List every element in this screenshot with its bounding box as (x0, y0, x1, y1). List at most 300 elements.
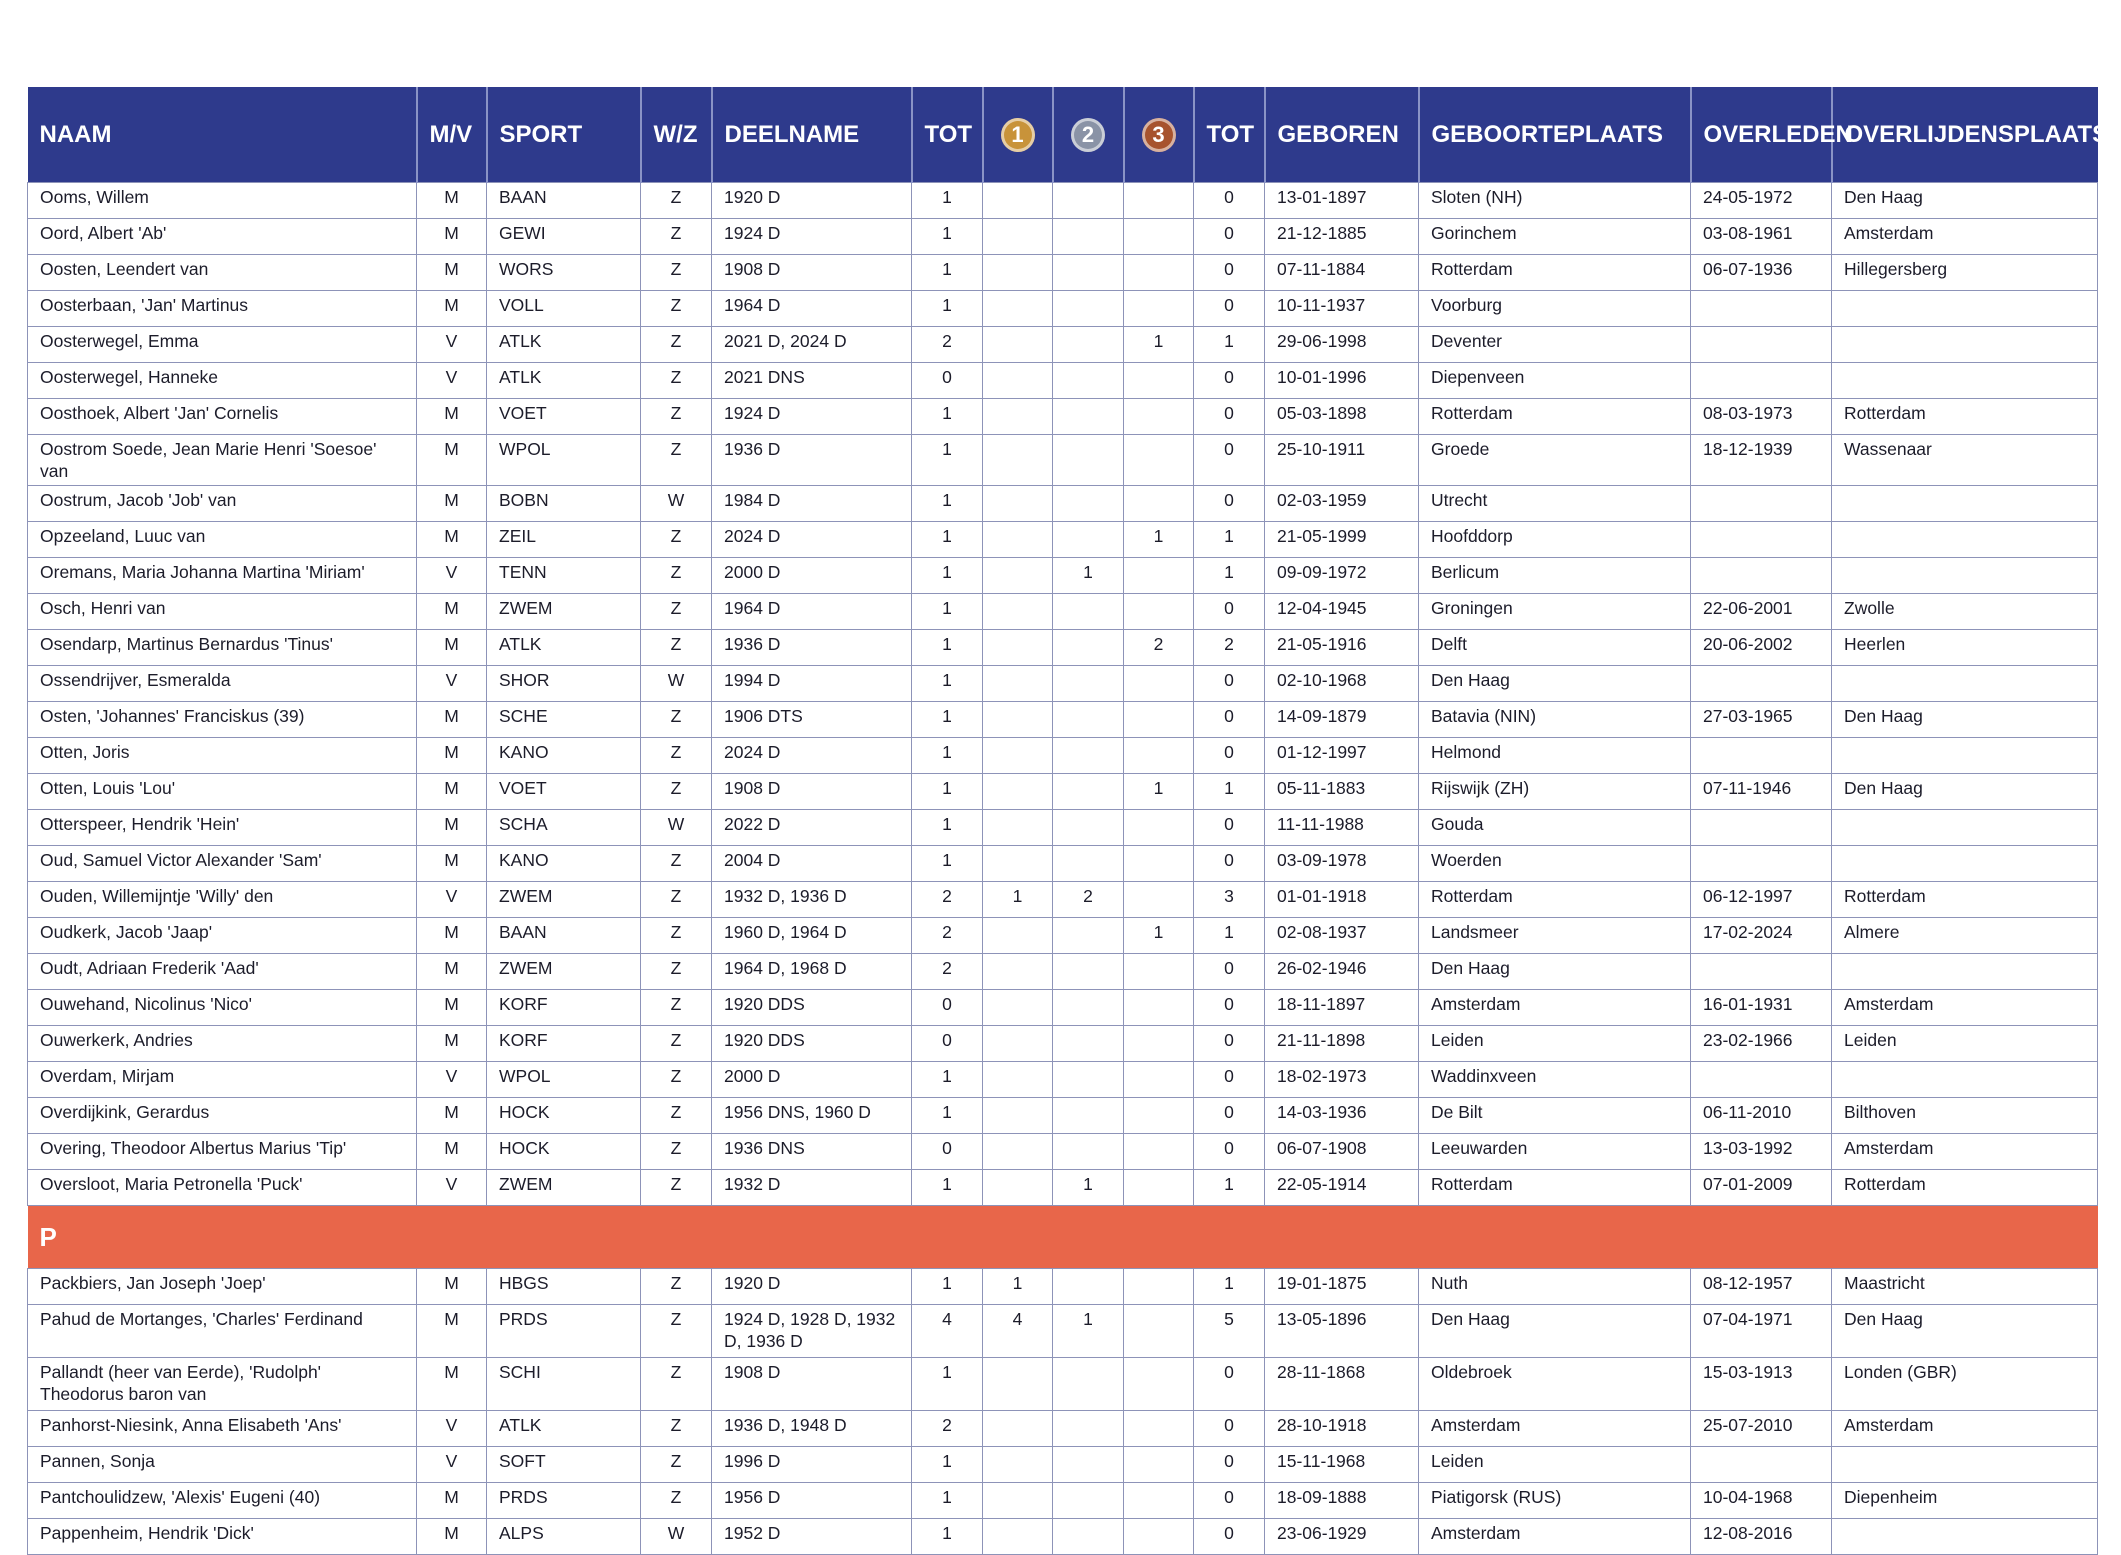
cell-gender: M (417, 219, 487, 255)
cell-death-date (1691, 954, 1832, 990)
cell-gender: V (417, 1447, 487, 1483)
cell-bronze-count: 1 (1124, 522, 1194, 558)
cell-death-date (1691, 1062, 1832, 1098)
cell-death-date: 08-12-1957 (1691, 1269, 1832, 1305)
cell-silver-count (1053, 255, 1124, 291)
cell-birth-date: 21-11-1898 (1265, 1026, 1419, 1062)
cell-death-date (1691, 738, 1832, 774)
cell-death-date: 08-03-1973 (1691, 399, 1832, 435)
cell-season: Z (641, 1098, 712, 1134)
table-row (28, 630, 2098, 666)
cell-death-place (1832, 1447, 2098, 1483)
cell-death-place (1832, 846, 2098, 882)
cell-birth-date: 11-11-1988 (1265, 810, 1419, 846)
cell-death-place (1832, 954, 2098, 990)
cell-silver-count (1053, 327, 1124, 363)
table-row (28, 1447, 2098, 1483)
cell-season: Z (641, 1305, 712, 1358)
cell-medal-total: 0 (1194, 666, 1265, 702)
cell-silver-count (1053, 1098, 1124, 1134)
table-row (28, 846, 2098, 882)
header-row (28, 87, 2098, 183)
cell-gold-count (983, 486, 1053, 522)
cell-gender: V (417, 1411, 487, 1447)
cell-gold-count (983, 435, 1053, 486)
cell-birthplace: Berlicum (1419, 558, 1691, 594)
cell-birth-date: 02-10-1968 (1265, 666, 1419, 702)
cell-birth-date: 03-09-1978 (1265, 846, 1419, 882)
cell-death-date: 27-03-1965 (1691, 702, 1832, 738)
cell-editions: 1932 D, 1936 D (712, 882, 912, 918)
cell-gold-count (983, 774, 1053, 810)
cell-season: Z (641, 1026, 712, 1062)
cell-editions: 1920 DDS (712, 1026, 912, 1062)
cell-silver-count (1053, 435, 1124, 486)
cell-silver-count (1053, 1483, 1124, 1519)
cell-death-place (1832, 327, 2098, 363)
cell-editions: 2021 DNS (712, 363, 912, 399)
cell-editions: 2000 D (712, 558, 912, 594)
cell-birthplace: Rotterdam (1419, 1170, 1691, 1206)
cell-gender: M (417, 522, 487, 558)
cell-name: Oostrum, Jacob 'Job' van (28, 486, 417, 522)
cell-death-date: 06-12-1997 (1691, 882, 1832, 918)
cell-birthplace: Rotterdam (1419, 399, 1691, 435)
cell-participations: 1 (912, 558, 983, 594)
cell-bronze-count: 1 (1124, 327, 1194, 363)
cell-gold-count: 1 (983, 1269, 1053, 1305)
bronze-medal-icon: 3 (1142, 118, 1176, 152)
cell-editions: 2021 D, 2024 D (712, 327, 912, 363)
cell-birthplace: Batavia (NIN) (1419, 702, 1691, 738)
cell-medal-total: 0 (1194, 1134, 1265, 1170)
cell-sport: WORS (487, 255, 641, 291)
table-row (28, 435, 2098, 486)
cell-death-date (1691, 327, 1832, 363)
cell-bronze-count (1124, 882, 1194, 918)
cell-medal-total: 0 (1194, 399, 1265, 435)
cell-season: Z (641, 558, 712, 594)
cell-gold-count (983, 1170, 1053, 1206)
cell-season: Z (641, 954, 712, 990)
cell-death-place: Den Haag (1832, 1305, 2098, 1358)
cell-participations: 0 (912, 990, 983, 1026)
cell-medal-total: 0 (1194, 990, 1265, 1026)
cell-death-place (1832, 666, 2098, 702)
cell-editions: 2024 D (712, 522, 912, 558)
cell-death-date (1691, 558, 1832, 594)
cell-gender: M (417, 1305, 487, 1358)
cell-gender: M (417, 435, 487, 486)
cell-editions: 1908 D (712, 774, 912, 810)
cell-participations: 1 (912, 219, 983, 255)
cell-birth-date: 15-11-1968 (1265, 1447, 1419, 1483)
cell-death-place: Amsterdam (1832, 219, 2098, 255)
cell-name: Osch, Henri van (28, 594, 417, 630)
cell-gender: M (417, 846, 487, 882)
cell-gender: M (417, 990, 487, 1026)
cell-gender: V (417, 1062, 487, 1098)
cell-editions: 1936 DNS (712, 1134, 912, 1170)
cell-gender: M (417, 183, 487, 219)
cell-editions: 1952 D (712, 1519, 912, 1555)
silver-medal-icon: 2 (1071, 118, 1105, 152)
cell-silver-count: 1 (1053, 558, 1124, 594)
cell-name: Oosterwegel, Hanneke (28, 363, 417, 399)
cell-gender: M (417, 1358, 487, 1411)
cell-sport: ATLK (487, 630, 641, 666)
cell-death-place (1832, 522, 2098, 558)
cell-sport: KORF (487, 1026, 641, 1062)
cell-birthplace: Utrecht (1419, 486, 1691, 522)
cell-gender: M (417, 702, 487, 738)
cell-gender: M (417, 918, 487, 954)
cell-birthplace: Leeuwarden (1419, 1134, 1691, 1170)
cell-name: Oostrom Soede, Jean Marie Henri 'Soesoe' van (28, 435, 417, 486)
cell-medal-total: 0 (1194, 738, 1265, 774)
cell-gender: M (417, 1026, 487, 1062)
cell-birth-date: 22-05-1914 (1265, 1170, 1419, 1206)
cell-death-date (1691, 846, 1832, 882)
col-mv: M/V (417, 87, 487, 183)
cell-season: W (641, 1519, 712, 1555)
cell-sport: SCHA (487, 810, 641, 846)
cell-birthplace: Waddinxveen (1419, 1062, 1691, 1098)
cell-birth-date: 01-01-1918 (1265, 882, 1419, 918)
cell-name: Pahud de Mortanges, 'Charles' Ferdinand (28, 1305, 417, 1358)
cell-bronze-count (1124, 954, 1194, 990)
table-row (28, 1483, 2098, 1519)
cell-birth-date: 10-11-1937 (1265, 291, 1419, 327)
cell-bronze-count (1124, 219, 1194, 255)
cell-sport: PRDS (487, 1483, 641, 1519)
cell-gold-count (983, 363, 1053, 399)
table-row (28, 255, 2098, 291)
cell-gender: M (417, 630, 487, 666)
cell-silver-count (1053, 1358, 1124, 1411)
cell-gold-count (983, 1519, 1053, 1555)
cell-bronze-count (1124, 183, 1194, 219)
cell-participations: 0 (912, 1026, 983, 1062)
cell-participations: 1 (912, 630, 983, 666)
cell-medal-total: 1 (1194, 774, 1265, 810)
cell-gender: V (417, 1170, 487, 1206)
col-gold (983, 87, 1053, 183)
cell-birthplace: Rotterdam (1419, 882, 1691, 918)
cell-participations: 1 (912, 291, 983, 327)
cell-bronze-count (1124, 399, 1194, 435)
cell-birthplace: Amsterdam (1419, 1411, 1691, 1447)
cell-participations: 1 (912, 522, 983, 558)
table-row (28, 918, 2098, 954)
cell-season: W (641, 810, 712, 846)
cell-name: Oosten, Leendert van (28, 255, 417, 291)
cell-death-place: Amsterdam (1832, 1411, 2098, 1447)
cell-silver-count (1053, 954, 1124, 990)
cell-name: Overing, Theodoor Albertus Marius 'Tip' (28, 1134, 417, 1170)
table-row (28, 1305, 2098, 1358)
cell-birth-date: 19-01-1875 (1265, 1269, 1419, 1305)
cell-season: Z (641, 1134, 712, 1170)
cell-editions: 2000 D (712, 1062, 912, 1098)
cell-name: Ossendrijver, Esmeralda (28, 666, 417, 702)
cell-medal-total: 1 (1194, 327, 1265, 363)
cell-death-place: Den Haag (1832, 702, 2098, 738)
cell-medal-total: 0 (1194, 435, 1265, 486)
cell-season: Z (641, 882, 712, 918)
cell-birth-date: 21-12-1885 (1265, 219, 1419, 255)
cell-name: Oudt, Adriaan Frederik 'Aad' (28, 954, 417, 990)
cell-death-place: Zwolle (1832, 594, 2098, 630)
cell-gender: M (417, 954, 487, 990)
cell-sport: BOBN (487, 486, 641, 522)
cell-death-date: 20-06-2002 (1691, 630, 1832, 666)
cell-bronze-count (1124, 1358, 1194, 1411)
cell-bronze-count (1124, 291, 1194, 327)
cell-participations: 4 (912, 1305, 983, 1358)
table-row (28, 774, 2098, 810)
cell-sport: ZEIL (487, 522, 641, 558)
cell-editions: 1908 D (712, 255, 912, 291)
cell-birth-date: 02-08-1937 (1265, 918, 1419, 954)
cell-season: Z (641, 630, 712, 666)
cell-medal-total: 0 (1194, 183, 1265, 219)
cell-editions: 1984 D (712, 486, 912, 522)
table-row (28, 594, 2098, 630)
cell-silver-count (1053, 291, 1124, 327)
cell-death-place: Diepenheim (1832, 1483, 2098, 1519)
cell-sport: TENN (487, 558, 641, 594)
cell-editions: 2024 D (712, 738, 912, 774)
cell-season: Z (641, 774, 712, 810)
cell-sport: HBGS (487, 1269, 641, 1305)
cell-season: Z (641, 399, 712, 435)
cell-name: Panhorst-Niesink, Anna Elisabeth 'Ans' (28, 1411, 417, 1447)
cell-season: Z (641, 702, 712, 738)
cell-birthplace: Groningen (1419, 594, 1691, 630)
cell-birth-date: 13-05-1896 (1265, 1305, 1419, 1358)
cell-name: Overdam, Mirjam (28, 1062, 417, 1098)
cell-bronze-count (1124, 1269, 1194, 1305)
cell-participations: 1 (912, 810, 983, 846)
cell-participations: 2 (912, 1411, 983, 1447)
cell-sport: SCHI (487, 1358, 641, 1411)
table-row (28, 738, 2098, 774)
cell-editions: 1936 D (712, 435, 912, 486)
cell-silver-count (1053, 630, 1124, 666)
cell-editions: 1908 D (712, 1358, 912, 1411)
cell-death-date: 03-08-1961 (1691, 219, 1832, 255)
cell-sport: ZWEM (487, 594, 641, 630)
cell-season: Z (641, 1170, 712, 1206)
cell-name: Oudkerk, Jacob 'Jaap' (28, 918, 417, 954)
cell-sport: HOCK (487, 1098, 641, 1134)
cell-name: Packbiers, Jan Joseph 'Joep' (28, 1269, 417, 1305)
cell-bronze-count (1124, 1411, 1194, 1447)
cell-editions: 1924 D, 1928 D, 1932 D, 1936 D (712, 1305, 912, 1358)
cell-bronze-count (1124, 1170, 1194, 1206)
cell-sport: ZWEM (487, 1170, 641, 1206)
cell-bronze-count (1124, 594, 1194, 630)
cell-gender: M (417, 291, 487, 327)
cell-season: Z (641, 1269, 712, 1305)
col-geboren: GEBOREN (1265, 87, 1419, 183)
cell-silver-count (1053, 594, 1124, 630)
cell-gold-count: 1 (983, 882, 1053, 918)
cell-birthplace: Amsterdam (1419, 990, 1691, 1026)
cell-birthplace: Rijswijk (ZH) (1419, 774, 1691, 810)
cell-sport: VOLL (487, 291, 641, 327)
cell-birthplace: De Bilt (1419, 1098, 1691, 1134)
cell-name: Oud, Samuel Victor Alexander 'Sam' (28, 846, 417, 882)
cell-silver-count: 1 (1053, 1305, 1124, 1358)
cell-birth-date: 18-02-1973 (1265, 1062, 1419, 1098)
cell-death-place: Bilthoven (1832, 1098, 2098, 1134)
cell-medal-total: 0 (1194, 594, 1265, 630)
cell-gold-count (983, 1358, 1053, 1411)
cell-gender: M (417, 255, 487, 291)
cell-medal-total: 0 (1194, 1411, 1265, 1447)
cell-participations: 1 (912, 255, 983, 291)
cell-birthplace: Groede (1419, 435, 1691, 486)
cell-birth-date: 09-09-1972 (1265, 558, 1419, 594)
cell-medal-total: 0 (1194, 702, 1265, 738)
cell-death-date (1691, 522, 1832, 558)
cell-birthplace: Rotterdam (1419, 255, 1691, 291)
cell-name: Ouwerkerk, Andries (28, 1026, 417, 1062)
cell-season: Z (641, 219, 712, 255)
cell-season: Z (641, 1411, 712, 1447)
cell-sport: HOCK (487, 1134, 641, 1170)
cell-death-date: 10-04-1968 (1691, 1483, 1832, 1519)
cell-medal-total: 2 (1194, 630, 1265, 666)
cell-name: Oosterwegel, Emma (28, 327, 417, 363)
cell-bronze-count (1124, 1026, 1194, 1062)
cell-name: Oosterbaan, 'Jan' Martinus (28, 291, 417, 327)
table-row (28, 327, 2098, 363)
cell-gold-count (983, 918, 1053, 954)
cell-death-date: 07-01-2009 (1691, 1170, 1832, 1206)
cell-death-place: Amsterdam (1832, 990, 2098, 1026)
cell-birth-date: 06-07-1908 (1265, 1134, 1419, 1170)
cell-editions: 1964 D, 1968 D (712, 954, 912, 990)
cell-medal-total: 0 (1194, 363, 1265, 399)
cell-silver-count (1053, 1269, 1124, 1305)
cell-medal-total: 1 (1194, 918, 1265, 954)
cell-gold-count (983, 1483, 1053, 1519)
cell-name: Ouwehand, Nicolinus 'Nico' (28, 990, 417, 1026)
cell-bronze-count (1124, 810, 1194, 846)
cell-death-place: Londen (GBR) (1832, 1358, 2098, 1411)
table-row (28, 1170, 2098, 1206)
cell-gender: M (417, 1483, 487, 1519)
cell-gender: V (417, 666, 487, 702)
cell-sport: SHOR (487, 666, 641, 702)
cell-participations: 1 (912, 1062, 983, 1098)
cell-birth-date: 14-03-1936 (1265, 1098, 1419, 1134)
cell-gender: V (417, 363, 487, 399)
table-row (28, 702, 2098, 738)
table-row (28, 1269, 2098, 1305)
cell-birth-date: 14-09-1879 (1265, 702, 1419, 738)
table-row (28, 363, 2098, 399)
col-wz: W/Z (641, 87, 712, 183)
cell-name: Oversloot, Maria Petronella 'Puck' (28, 1170, 417, 1206)
cell-gender: M (417, 774, 487, 810)
cell-death-place: Rotterdam (1832, 1170, 2098, 1206)
cell-gold-count (983, 183, 1053, 219)
cell-gold-count (983, 399, 1053, 435)
cell-silver-count (1053, 774, 1124, 810)
cell-sport: BAAN (487, 918, 641, 954)
table-row (28, 183, 2098, 219)
cell-editions: 1996 D (712, 1447, 912, 1483)
cell-birth-date: 18-09-1888 (1265, 1483, 1419, 1519)
col-sport: SPORT (487, 87, 641, 183)
cell-gold-count (983, 1447, 1053, 1483)
cell-silver-count: 2 (1053, 882, 1124, 918)
cell-name: Oord, Albert 'Ab' (28, 219, 417, 255)
cell-gender: M (417, 1098, 487, 1134)
cell-birthplace: Den Haag (1419, 666, 1691, 702)
cell-gold-count (983, 1026, 1053, 1062)
cell-death-place: Hillegersberg (1832, 255, 2098, 291)
cell-medal-total: 0 (1194, 1483, 1265, 1519)
cell-name: Otten, Joris (28, 738, 417, 774)
cell-bronze-count (1124, 702, 1194, 738)
cell-medal-total: 0 (1194, 1062, 1265, 1098)
cell-name: Overdijkink, Gerardus (28, 1098, 417, 1134)
cell-bronze-count (1124, 1098, 1194, 1134)
cell-bronze-count (1124, 1305, 1194, 1358)
cell-medal-total: 0 (1194, 846, 1265, 882)
cell-gold-count (983, 219, 1053, 255)
cell-participations: 1 (912, 594, 983, 630)
cell-participations: 1 (912, 1358, 983, 1411)
cell-birthplace: Leiden (1419, 1026, 1691, 1062)
cell-gold-count (983, 846, 1053, 882)
olympians-table (27, 87, 2109, 1555)
col-geboorteplaats: GEBOORTEPLAATS (1419, 87, 1691, 183)
cell-birthplace: Den Haag (1419, 954, 1691, 990)
cell-participations: 2 (912, 954, 983, 990)
cell-medal-total: 1 (1194, 1170, 1265, 1206)
gold-medal-icon: 1 (1001, 118, 1035, 152)
cell-name: Ooms, Willem (28, 183, 417, 219)
cell-death-place (1832, 810, 2098, 846)
cell-birthplace: Woerden (1419, 846, 1691, 882)
cell-bronze-count (1124, 1062, 1194, 1098)
cell-death-date (1691, 810, 1832, 846)
cell-birth-date: 05-11-1883 (1265, 774, 1419, 810)
cell-sport: ATLK (487, 363, 641, 399)
cell-sport: GEWI (487, 219, 641, 255)
table-row (28, 219, 2098, 255)
cell-silver-count (1053, 1411, 1124, 1447)
cell-medal-total: 0 (1194, 291, 1265, 327)
cell-participations: 1 (912, 1269, 983, 1305)
cell-medal-total: 1 (1194, 1269, 1265, 1305)
cell-birthplace: Nuth (1419, 1269, 1691, 1305)
cell-birth-date: 28-11-1868 (1265, 1358, 1419, 1411)
cell-gold-count (983, 810, 1053, 846)
table-row (28, 291, 2098, 327)
cell-death-date: 15-03-1913 (1691, 1358, 1832, 1411)
cell-death-place: Wassenaar (1832, 435, 2098, 486)
cell-bronze-count (1124, 1134, 1194, 1170)
cell-name: Oremans, Maria Johanna Martina 'Miriam' (28, 558, 417, 594)
cell-season: Z (641, 990, 712, 1026)
